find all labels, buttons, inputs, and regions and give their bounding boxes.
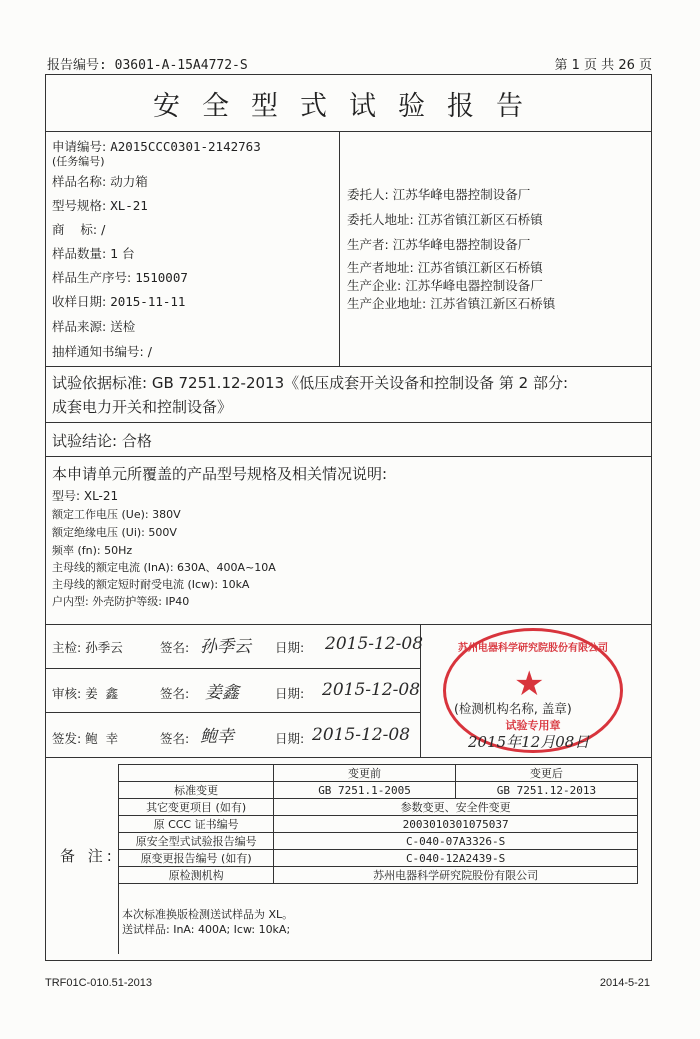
table-row [119,867,638,884]
sign-date: 2015-12-08 [325,634,424,654]
remarks-note: 本次标准换版检测送试样品为 XL。 [122,908,294,921]
report-number: 报告编号: 03601-A-15A4772-S [47,58,248,73]
info-row: 委托人地址: 江苏省镇江新区石桥镇 [347,212,543,227]
info-row: 委托人: 江苏华峰电器控制设备厂 [347,187,531,202]
table-cell: GB 7251.1-2005 [274,782,456,799]
divider [339,131,340,366]
info-row: 样品生产序号: 1510007 [52,270,188,285]
table-header-cell: 变更后 [455,765,637,782]
date-label: 日期: [275,731,305,746]
scope-heading: 本申请单元所覆盖的产品型号规格及相关情况说明: [52,465,388,483]
signature-row: 签发: 鲍 幸 [52,731,119,746]
table-row [119,799,638,816]
form-number: TRF01C-010.51-2013 [45,977,153,989]
info-row: 生产企业地址: 江苏省镇江新区石桥镇 [347,296,556,311]
date-label: 日期: [275,640,305,655]
table-cell: 参数变更、安全件变更 [274,799,638,816]
info-row: 样品数量: 1 台 [52,246,135,261]
scope-item: 额定绝缘电压 (Ui): 500V [52,526,177,539]
scope-item: 主母线的额定电流 (InA): 630A、400A~10A [52,561,276,574]
divider [45,366,652,367]
table-cell: 其它变更项目 (如有) [119,799,274,816]
table-cell: 2003010301075037 [274,816,638,833]
info-row: 商 标: / [52,222,106,237]
table-row [119,816,638,833]
table-row [119,850,638,867]
table-cell: 原 CCC 证书编号 [119,816,274,833]
sign-date: 2015-12-08 [322,680,421,700]
seal-star-icon: ★ [514,664,545,704]
scope-item: 型号: XL-21 [52,489,119,503]
change-table [118,764,638,884]
table-cell: 原检测机构 [119,867,274,884]
testing-org-label: (检测机构名称, 盖章) [454,701,572,716]
table-cell: 原安全型式试验报告编号 [119,833,274,850]
seal-org-text: 苏州电器科学研究院股份有限公司 [458,643,608,654]
test-standard-line1: 试验依据标准: GB 7251.12-2013《低压成套开关设备和控制设备 第 2 部分: [52,374,569,392]
divider [45,131,652,132]
info-row: 样品名称: 动力箱 [52,174,148,189]
table-header-cell: 变更前 [274,765,456,782]
scope-item: 频率 (fn): 50Hz [52,544,133,557]
info-row: 抽样通知书编号: / [52,344,152,359]
page-info: 第 1 页 共 26 页 [554,58,652,73]
sign-date: 2015-12-08 [312,725,411,745]
remarks-note: 送试样品: InA: 400A; Icw: 10kA; [122,923,291,936]
info-row: (任务编号) [52,155,105,168]
seal-date: 2015年12月08日 [468,733,590,751]
report-title: 安全型式试验报告 [153,91,545,122]
divider [45,668,420,669]
scope-item: 主母线的额定短时耐受电流 (Icw): 10kA [52,578,250,591]
info-row: 样品来源: 送检 [52,319,136,334]
table-cell: GB 7251.12-2013 [455,782,637,799]
sign-label: 签名: [160,686,190,701]
handwritten-signature: 鲍幸 [200,727,234,747]
scope-item: 户内型: 外壳防护等级: IP40 [52,595,190,608]
table-cell: 苏州电器科学研究院股份有限公司 [274,867,638,884]
signature-row: 审核: 姜 鑫 [52,686,119,701]
sign-label: 签名: [160,640,190,655]
info-row: 生产企业: 江苏华峰电器控制设备厂 [347,278,543,293]
table-row [119,782,638,799]
divider [45,422,652,423]
remarks-label: 备 注: [60,847,116,865]
table-cell: 标准变更 [119,782,274,799]
divider [45,456,652,457]
divider [45,757,652,758]
info-row: 收样日期: 2015-11-11 [52,294,186,309]
info-row: 申请编号: A2015CCC0301-2142763 [52,139,261,154]
table-cell: C-040-07A3326-S [274,833,638,850]
info-row: 生产者地址: 江苏省镇江新区石桥镇 [347,260,543,275]
table-row [119,833,638,850]
form-date: 2014-5-21 [599,977,650,989]
info-row: 生产者: 江苏华峰电器控制设备厂 [347,237,531,252]
signature-row: 主检: 孙季云 [52,640,123,655]
table-header-cell [119,765,274,782]
seal-sub-text: 试验专用章 [505,719,561,732]
divider [45,712,420,713]
info-row: 型号规格: XL-21 [52,198,148,213]
test-standard-line2: 成套电力开关和控制设备》 [52,398,233,416]
handwritten-signature: 孙季云 [200,637,251,657]
test-conclusion: 试验结论: 合格 [52,432,152,450]
table-cell: C-040-12A2439-S [274,850,638,867]
divider [45,624,652,625]
table-header-row [119,765,638,782]
table-cell: 原变更报告编号 (如有) [119,850,274,867]
handwritten-signature: 姜鑫 [205,683,239,703]
sign-label: 签名: [160,731,190,746]
scope-item: 额定工作电压 (Ue): 380V [52,508,181,521]
date-label: 日期: [275,686,305,701]
